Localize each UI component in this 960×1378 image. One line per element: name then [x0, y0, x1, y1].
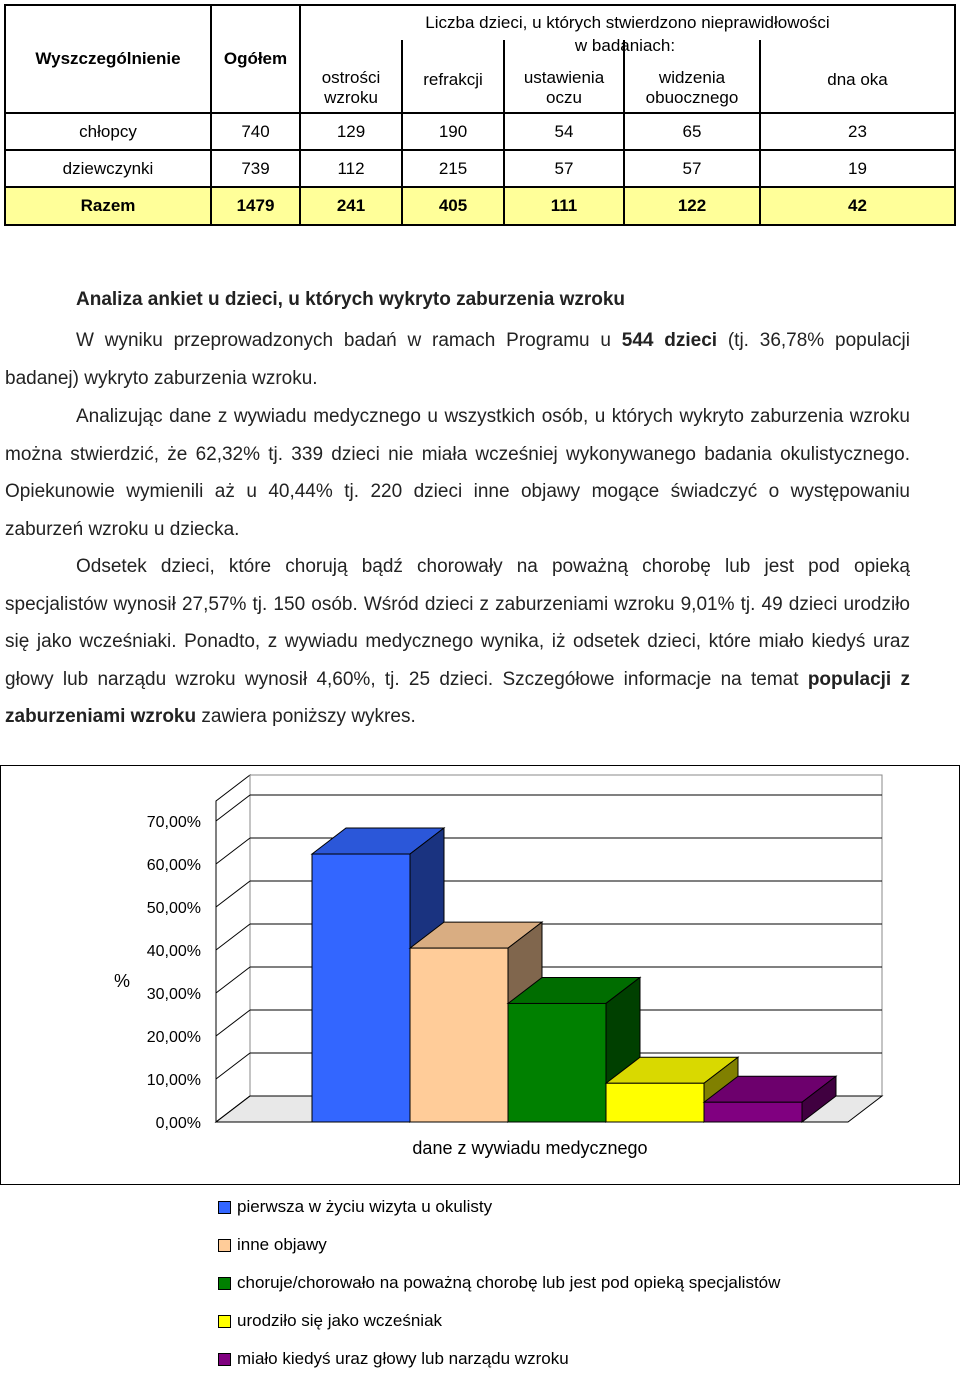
table-row: chłopcy 740 129 190 54 65 23: [5, 113, 955, 150]
legend-label: pierwsza w życiu wizyta u okulisty: [237, 1197, 493, 1216]
y-tick-label: 70,00%: [146, 814, 201, 831]
bar: [312, 854, 410, 1122]
bar-chart-3d: [0, 765, 960, 1185]
header-total: Ogółem: [211, 5, 300, 113]
legend-label: miało kiedyś uraz głowy lub narządu wzroku: [237, 1349, 569, 1368]
bar: [704, 1102, 802, 1122]
y-tick-label: 60,00%: [146, 857, 201, 874]
paragraph-1: W wyniku przeprowadzonych badań w ramach Programu u 544 dzieci (tj. 36,78% populacji badanej) wykryto zaburzenia wzroku.: [5, 330, 910, 389]
paragraph-2: Analizując dane z wywiadu medycznego u wszystkich osób, u których wykryto zaburzenia wzroku można stwierdzić, że 62,32% tj. 339 dzieci nie miała wcześniej wykonywanego badania okulistycznego. Opiekunowie wymienili aż u 40,44% tj. 220 dzieci inne objawy mogące świadczyć o występowaniu zaburzeń wzroku u dziecka.: [5, 406, 910, 540]
y-tick-label: 30,00%: [146, 986, 201, 1003]
x-axis-label: dane z wywiadu medycznego: [412, 1138, 648, 1158]
legend-swatch: [218, 1239, 231, 1252]
legend-label: inne objawy: [237, 1235, 327, 1254]
legend-item: [218, 1302, 780, 1340]
legend-swatch: [218, 1315, 231, 1328]
paragraph-3: Odsetek dzieci, które chorują bądź chorowały na poważną chorobę lub jest pod opieką specjalistów wynosił 27,57% tj. 150 osób. Wśród dzieci z zaburzeniami wzroku 9,01% tj. 49 dzieci urodziło się jako wcześniaki. Ponadto, z wywiadu medycznego wynika, iż odsetek dzieci, które miało kiedyś uraz głowy lub narządu wzroku wynosił 4,60%, tj. 25 dzieci. Szczegółowe informacje na temat populacji z zaburzeniami wzroku zawiera poniższy wykres.: [5, 556, 910, 728]
header-group-line2: w badaniach:: [574, 36, 676, 55]
legend-label: urodziło się jako wcześniak: [237, 1311, 443, 1330]
legend-swatch: [218, 1353, 231, 1366]
bar: [410, 948, 508, 1122]
y-tick-label: 40,00%: [146, 943, 201, 960]
y-tick-label: 0,00%: [155, 1115, 201, 1132]
header-alignment: ustawienia oczu: [504, 40, 624, 113]
legend-swatch: [218, 1201, 231, 1214]
legend-item: [218, 1264, 780, 1302]
chart-legend: [218, 1188, 780, 1378]
header-group-line1: Liczba dzieci, u których stwierdzono nieprawidłowości: [300, 5, 955, 40]
header-refraction: refrakcji: [402, 40, 504, 113]
header-binocular: widzenia obuocznego: [624, 40, 760, 113]
legend-swatch: [218, 1277, 231, 1290]
y-tick-label: 10,00%: [146, 1072, 201, 1089]
table-row-total: Razem 1479 241 405 111 122 42: [5, 187, 955, 225]
legend-item: [218, 1340, 780, 1378]
chart-side-wall: [216, 775, 250, 1122]
section-heading: Analiza ankiet u dzieci, u których wykryto zaburzenia wzroku: [76, 289, 626, 310]
legend-item: [218, 1226, 780, 1264]
stats-table: [4, 4, 956, 226]
y-tick-label: 20,00%: [146, 1029, 201, 1046]
header-fundus: dna oka: [760, 40, 955, 113]
bar: [606, 1083, 704, 1122]
legend-item: [218, 1188, 780, 1226]
header-item: Wyszczególnienie: [5, 5, 211, 113]
y-tick-label: 50,00%: [146, 900, 201, 917]
header-acuity: ostrości wzroku: [300, 40, 402, 113]
table-row: dziewczynki 739 112 215 57 57 19: [5, 150, 955, 187]
legend-label: choruje/chorowało na poważną chorobę lub jest pod opieką specjalistów: [237, 1273, 781, 1292]
bar: [508, 1003, 606, 1122]
y-axis-label: %: [113, 971, 131, 991]
